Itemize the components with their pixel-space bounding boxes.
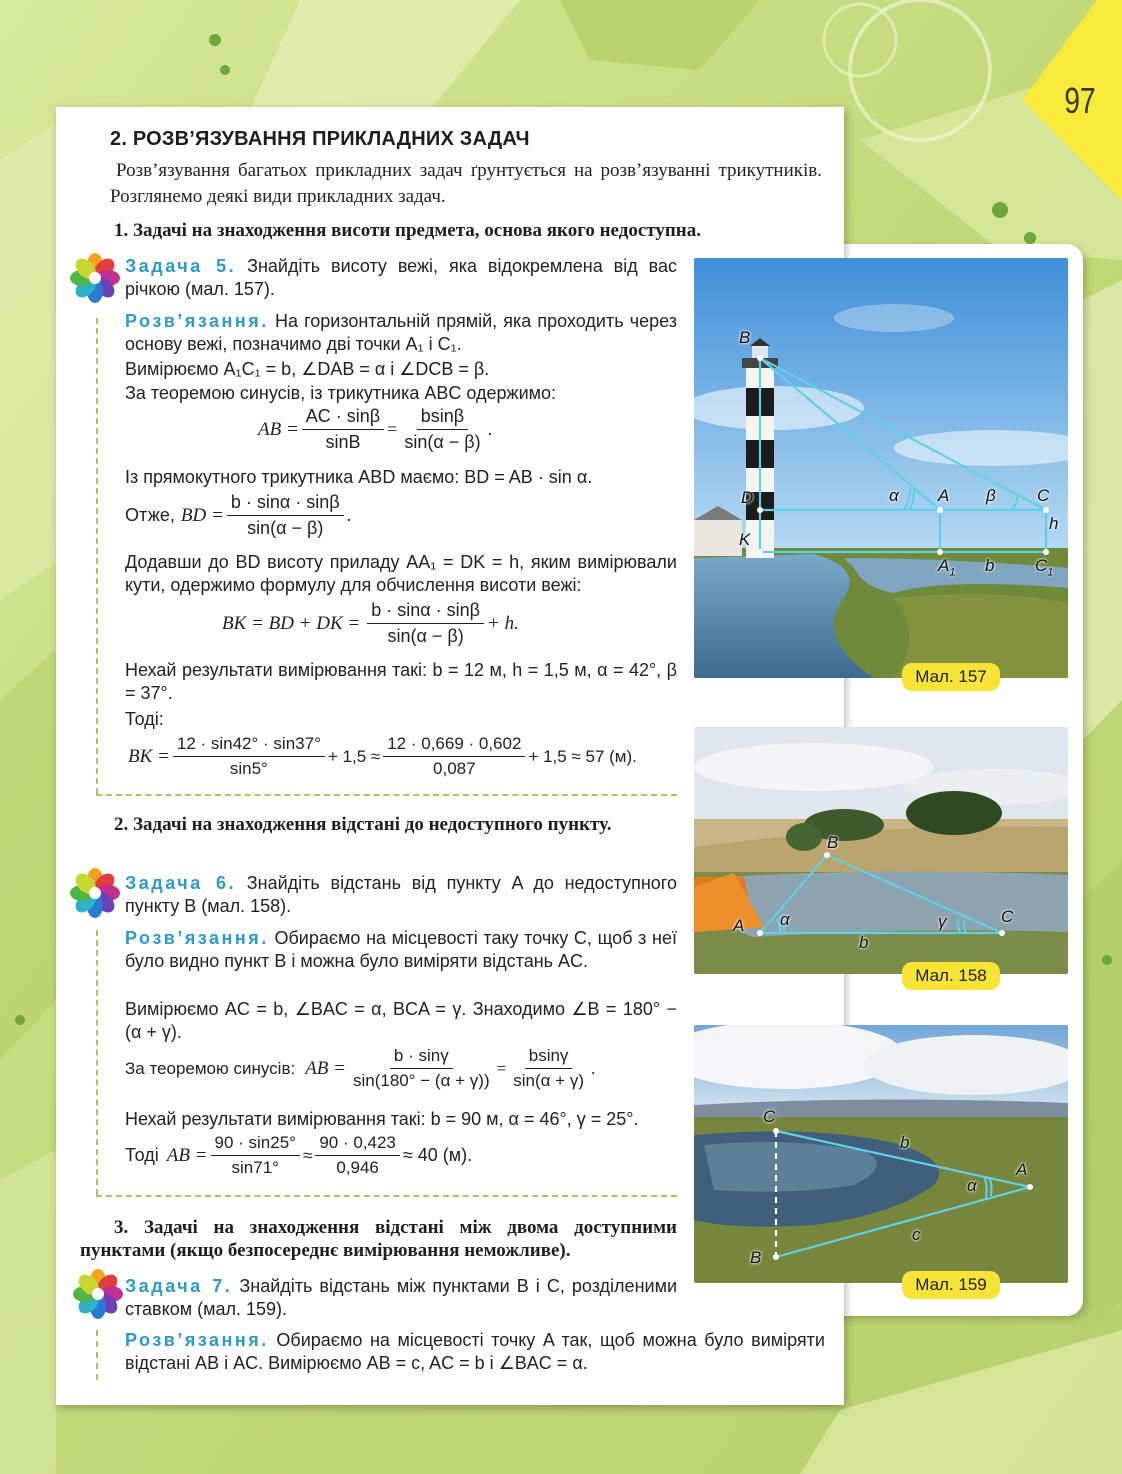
task5-solution-label: Розв’язання. — [125, 311, 269, 331]
fig158-label-gamma: γ — [938, 912, 947, 931]
t6f2-mid: ≈ — [302, 1145, 313, 1165]
task5-statement — [125, 255, 677, 301]
figure-158-caption: Мал. 158 — [902, 962, 1000, 990]
f1-lhs: AB = — [258, 418, 299, 440]
t6f1-num2: bsinγ — [525, 1046, 573, 1069]
task5-sol-line3: За теоремою синусів, із трикутника ABC одержимо: — [125, 383, 557, 403]
task6-dashed-bottom — [96, 1195, 677, 1197]
page-number: 97 — [1064, 80, 1096, 121]
fig157-label-h: h — [1049, 514, 1059, 533]
subsection-1-title: 1. Задачі на знаходження висоти предмета, основа якого недоступна. — [114, 220, 701, 241]
task6-formula-2 — [125, 1133, 472, 1178]
t6f2-end: ≈ 40 (м). — [402, 1145, 473, 1165]
fig157-label-K: K — [739, 530, 751, 549]
fig159-label-b: b — [900, 1133, 910, 1152]
f4-den1: sin5° — [229, 759, 268, 778]
t6f2-prefix: Тоді — [125, 1145, 159, 1165]
fig158-label-C: C — [1001, 907, 1014, 926]
f2-den: sin(α − β) — [247, 518, 324, 538]
subsection-2-title: 2. Задачі на знаходження відстані до недоступного пункту. — [114, 814, 612, 835]
task7-solution-intro — [125, 1329, 825, 1375]
fig158-label-A: A — [733, 916, 745, 935]
task6-sol-line1: Обираємо на місцевості таку точку C, щоб з неї було видно пункт B і можна було виміряти відстань AC. — [125, 928, 677, 971]
f3-num: b · sinα · sinβ — [367, 600, 484, 624]
fig157-label-B: B — [739, 328, 751, 347]
flower-icon — [69, 252, 121, 304]
task6-statement — [125, 872, 677, 918]
task6-solution-label: Розв’язання. — [125, 928, 269, 948]
f1-num1: AC · sinβ — [302, 406, 384, 430]
f4-lhs: BK = — [128, 745, 170, 767]
fig157-label-D: D — [741, 488, 754, 507]
t6f2-lhs: AB = — [166, 1144, 208, 1166]
task5-formula-3 — [222, 600, 519, 647]
fig157-label-A: A — [938, 486, 950, 505]
task5-dashed-border — [96, 318, 98, 794]
figure-159-caption: Мал. 159 — [902, 1271, 1000, 1299]
t6f1-den1: sin(180° − (α + γ)) — [353, 1071, 490, 1090]
task5-sol-line2: Вимірюємо A₁C₁ = b, ∠DAB = α і ∠DCB = β. — [125, 359, 490, 379]
fig158-label-b: b — [859, 933, 869, 952]
f3-lhs: BK = BD + DK = — [222, 612, 361, 634]
figure-159-photo — [694, 1025, 1068, 1283]
task7-text: Знайдіть відстань між пунктами B і C, розділеними ставком (мал. 159). — [125, 1276, 677, 1319]
t6f1-prefix: За теоремою синусів: — [125, 1058, 296, 1078]
task7-dashed-border — [96, 1330, 98, 1380]
task5-solution-intro — [125, 310, 677, 356]
f4-den2: 0,087 — [433, 759, 476, 778]
fig157-label-C: C — [1037, 486, 1050, 505]
t6f2-num1: 90 · sin25° — [211, 1133, 300, 1156]
task7-solution-label: Розв’язання. — [125, 1330, 269, 1350]
task5-formula-2 — [125, 492, 351, 539]
figure-157-caption: Мал. 157 — [902, 663, 1000, 691]
f4-end: + 1,5 ≈ 57 (м). — [528, 746, 637, 766]
fig159-label-c: c — [912, 1225, 921, 1244]
f3-den: sin(α − β) — [387, 626, 464, 646]
flower-icon — [69, 867, 121, 919]
f2-end: . — [346, 505, 352, 525]
otzhe-label: Отже, — [125, 505, 175, 525]
task5-todi: Тоді: — [125, 709, 164, 729]
task6-formula-1 — [125, 1046, 595, 1091]
task6-text: Знайдіть відстань від пункту A до недоступного пункту B (мал. 158). — [125, 873, 677, 916]
f1-num2: bsinβ — [417, 406, 468, 430]
task5-formula-4 — [128, 734, 637, 779]
fig157-label-alpha: α — [889, 486, 899, 505]
lighthouse-scene — [694, 258, 1068, 678]
task5-text: Знайдіть висоту вежі, яка відокремлена від вас річкою (мал. 157). — [125, 256, 677, 299]
fig157-label-C1: $C_1$ — [1035, 556, 1054, 579]
t6f1-num1: b · sinγ — [390, 1046, 453, 1069]
task5-formula-1 — [258, 406, 492, 453]
f3-end: + h. — [487, 612, 519, 634]
f2-num: b · sinα · sinβ — [227, 492, 344, 516]
f1-end: . — [487, 419, 493, 439]
fig158-label-B: B — [827, 833, 839, 852]
task7-label: Задача 7. — [125, 1276, 233, 1296]
task5-sol-line1: На горизонтальній прямій, яка проходить через основу вежі, позначимо дві точки A₁ і C₁. — [125, 311, 677, 354]
f4-mid: + 1,5 ≈ — [327, 746, 381, 766]
flower-icon — [72, 1268, 124, 1320]
task7-statement — [125, 1275, 677, 1321]
f1-den1: sinB — [325, 432, 361, 452]
t6f1-den2: sin(α + γ) — [513, 1071, 584, 1090]
t6f1-eq: = — [496, 1058, 507, 1078]
f1-eq: = — [387, 419, 398, 439]
fig159-label-A: A — [1016, 1160, 1028, 1179]
t6f1-end: . — [590, 1058, 596, 1078]
f2-lhs: BD = — [180, 504, 224, 526]
pond-scene — [694, 1025, 1068, 1283]
fig159-label-alpha: α — [967, 1176, 977, 1195]
t6f2-den2: 0,946 — [336, 1158, 379, 1177]
subsection-3-title: 3. Задачі на знаходження відстані між двома доступними пунктами (якщо безпосереднє вимірювання неможливе). — [80, 1217, 677, 1261]
fig158-label-alpha: α — [780, 910, 790, 929]
intro-paragraph: Розв’язування багатьох прикладних задач ґрунтується на розв’язуванні трикутників. Розглянемо деякі види прикладних задач. — [110, 160, 822, 207]
fig157-label-A1: $A_1$ — [938, 556, 956, 579]
f4-num2: 12 · 0,669 · 0,602 — [383, 734, 525, 757]
fig157-label-beta: β — [986, 486, 996, 505]
task6-label: Задача 6. — [125, 873, 237, 893]
task6-sol-line3: Нехай результати вимірювання такі: b = 90 м, α = 46°, γ = 25°. — [125, 1109, 639, 1129]
task5-sol-line5: Додавши до BD висоту приладу AA₁ = DK = h, яким вимірювали кути, одержимо формулу для обчислення висоти вежі: — [125, 552, 677, 595]
t6f1-lhs: AB = — [305, 1057, 346, 1079]
figure-158-photo — [694, 727, 1068, 974]
t6f2-num2: 90 · 0,423 — [315, 1133, 400, 1156]
f4-num1: 12 · sin42° · sin37° — [173, 734, 325, 757]
field-scene — [694, 727, 1068, 974]
task6-sol-line2: Вимірюємо AC = b, ∠BAC = α, BCA = γ. Знаходимо ∠B = 180° − (α + γ). — [125, 999, 677, 1042]
fig157-label-b: b — [985, 556, 995, 575]
task6-solution-intro — [125, 927, 677, 973]
figure-157-photo — [694, 258, 1068, 678]
f1-den2: sin(α − β) — [404, 432, 481, 452]
task5-dashed-bottom — [96, 794, 677, 796]
fig159-label-B: B — [750, 1248, 762, 1267]
t6f2-den1: sin71° — [231, 1158, 279, 1177]
fig159-label-C: C — [763, 1107, 776, 1126]
task5-sol-line6: Нехай результати вимірювання такі: b = 12 м, h = 1,5 м, α = 42°, β = 37°. — [125, 660, 677, 703]
task6-dashed-border — [96, 930, 98, 1195]
task5-label: Задача 5. — [125, 256, 237, 276]
task7-sol-line1: Обираємо на місцевості точку A так, щоб можна було виміряти відстані AB і AC. Вимірюємо AB = c, AC = b і ∠BAC = α. — [125, 1330, 825, 1373]
section-title: 2. РОЗВ’ЯЗУВАННЯ ПРИКЛАДНИХ ЗАДАЧ — [110, 128, 530, 150]
task5-sol-line4: Із прямокутного трикутника ABD маємо: BD = AB · sin α. — [125, 467, 593, 487]
